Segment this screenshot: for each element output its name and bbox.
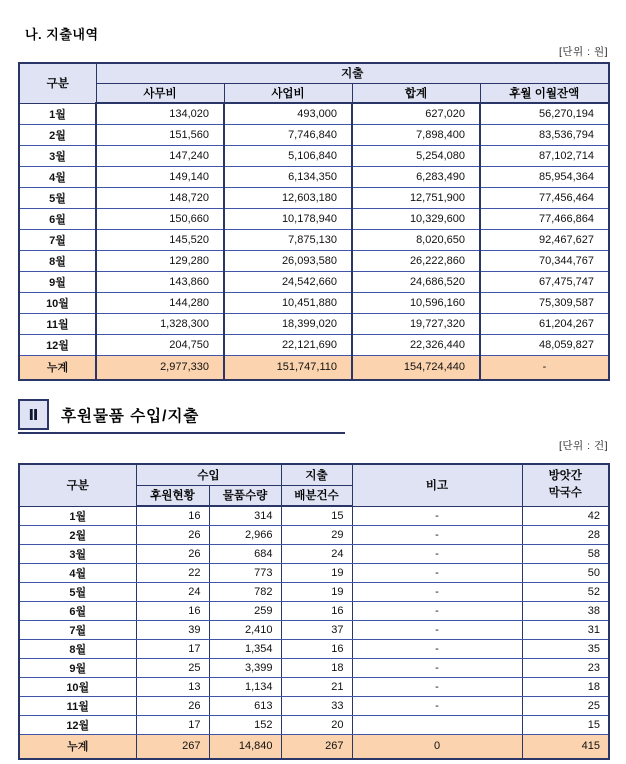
column-group-header-expense: 지출: [281, 464, 352, 485]
value-cell: 6,134,350: [224, 166, 352, 187]
donated-goods-row: [19, 620, 609, 639]
value-cell: 35: [522, 639, 609, 658]
month-cell: 9월: [19, 658, 136, 677]
expenditure-row: [19, 166, 609, 187]
value-cell: 17: [136, 715, 209, 734]
month-cell: 누계: [19, 355, 96, 380]
value-cell: 14,840: [209, 734, 281, 759]
expenditure-row: [19, 250, 609, 271]
donated-goods-row: [19, 563, 609, 582]
column-header-mill-noodle: [522, 464, 609, 506]
value-cell: -: [352, 658, 522, 677]
value-cell: 92,467,627: [480, 229, 609, 250]
month-cell: 5월: [19, 187, 96, 208]
donated-goods-row: [19, 601, 609, 620]
value-cell: 15: [522, 715, 609, 734]
value-cell: 493,000: [224, 103, 352, 124]
expenditure-row: [19, 145, 609, 166]
donated-goods-row: [19, 506, 609, 525]
value-cell: 22,326,440: [352, 334, 480, 355]
value-cell: 314: [209, 506, 281, 525]
expenditure-row: [19, 313, 609, 334]
expenditure-row: [19, 271, 609, 292]
column-group-header-income: 수입: [136, 464, 281, 485]
expenditure-row: [19, 187, 609, 208]
value-cell: 16: [136, 506, 209, 525]
value-cell: 16: [136, 601, 209, 620]
mill-label-line2: 막국수: [548, 487, 582, 500]
value-cell: 26,093,580: [224, 250, 352, 271]
value-cell: 415: [522, 734, 609, 759]
value-cell: 204,750: [96, 334, 224, 355]
month-cell: 누계: [19, 734, 136, 759]
value-cell: -: [352, 544, 522, 563]
month-cell: 12월: [19, 715, 136, 734]
total-row: [19, 734, 609, 759]
value-cell: 48,059,827: [480, 334, 609, 355]
value-cell: -: [352, 525, 522, 544]
value-cell: 267: [281, 734, 352, 759]
value-cell: 42: [522, 506, 609, 525]
section2-header: [18, 399, 345, 434]
value-cell: 77,466,864: [480, 208, 609, 229]
value-cell: 684: [209, 544, 281, 563]
expenditure-header-row-2: [19, 83, 609, 103]
value-cell: 10,178,940: [224, 208, 352, 229]
expenditure-row: [19, 334, 609, 355]
value-cell: 773: [209, 563, 281, 582]
value-cell: 154,724,440: [352, 355, 480, 380]
donated-goods-row: [19, 696, 609, 715]
value-cell: 37: [281, 620, 352, 639]
value-cell: 19,727,320: [352, 313, 480, 334]
month-cell: 11월: [19, 696, 136, 715]
expenditure-row: [19, 208, 609, 229]
value-cell: 18: [522, 677, 609, 696]
value-cell: 16: [281, 601, 352, 620]
value-cell: 22: [136, 563, 209, 582]
section1-unit-label: [단위 : 원]: [558, 46, 608, 58]
value-cell: 24: [281, 544, 352, 563]
month-cell: 6월: [19, 601, 136, 620]
column-header-category: 구분: [19, 464, 136, 506]
value-cell: 147,240: [96, 145, 224, 166]
column-header-distribution-count: 배분건수: [281, 485, 352, 506]
value-cell: 23: [522, 658, 609, 677]
value-cell: 75,309,587: [480, 292, 609, 313]
value-cell: 85,954,364: [480, 166, 609, 187]
value-cell: 28: [522, 525, 609, 544]
value-cell: 18: [281, 658, 352, 677]
expenditure-table: [18, 62, 610, 381]
column-header-carryover-balance: 후월 이월잔액: [480, 83, 609, 103]
value-cell: 7,875,130: [224, 229, 352, 250]
month-cell: 4월: [19, 563, 136, 582]
expenditure-row: [19, 124, 609, 145]
month-cell: 2월: [19, 124, 96, 145]
column-group-header-expense: 지출: [96, 63, 609, 83]
value-cell: 145,520: [96, 229, 224, 250]
total-row: [19, 355, 609, 380]
value-cell: 1,134: [209, 677, 281, 696]
value-cell: 22,121,690: [224, 334, 352, 355]
value-cell: 5,106,840: [224, 145, 352, 166]
value-cell: 1,354: [209, 639, 281, 658]
value-cell: 24,686,520: [352, 271, 480, 292]
value-cell: 24: [136, 582, 209, 601]
month-cell: 9월: [19, 271, 96, 292]
month-cell: 6월: [19, 208, 96, 229]
month-cell: 8월: [19, 639, 136, 658]
column-header-donation-status: 후원현황: [136, 485, 209, 506]
value-cell: 8,020,650: [352, 229, 480, 250]
column-header-item-quantity: 물품수량: [209, 485, 281, 506]
mill-label-line1: 방앗간: [548, 470, 582, 482]
month-cell: 1월: [19, 506, 136, 525]
value-cell: 20: [281, 715, 352, 734]
value-cell: -: [352, 696, 522, 715]
value-cell: 26: [136, 696, 209, 715]
value-cell: 26,222,860: [352, 250, 480, 271]
month-cell: 2월: [19, 525, 136, 544]
value-cell: 31: [522, 620, 609, 639]
value-cell: 50: [522, 563, 609, 582]
value-cell: 21: [281, 677, 352, 696]
expenditure-row: [19, 103, 609, 124]
value-cell: 627,020: [352, 103, 480, 124]
value-cell: 1,328,300: [96, 313, 224, 334]
donated-goods-row: [19, 639, 609, 658]
month-cell: 12월: [19, 334, 96, 355]
value-cell: 26: [136, 544, 209, 563]
month-cell: 5월: [19, 582, 136, 601]
value-cell: 259: [209, 601, 281, 620]
donated-header-row-1: [19, 464, 609, 485]
value-cell: 24,542,660: [224, 271, 352, 292]
value-cell: 18,399,020: [224, 313, 352, 334]
value-cell: -: [352, 601, 522, 620]
value-cell: 10,451,880: [224, 292, 352, 313]
section2-numeral-box: Ⅱ: [18, 399, 49, 430]
value-cell: 16: [281, 639, 352, 658]
value-cell: 33: [281, 696, 352, 715]
value-cell: 12,751,900: [352, 187, 480, 208]
value-cell: 2,977,330: [96, 355, 224, 380]
donated-goods-row: [19, 658, 609, 677]
column-header-note: 비고: [352, 464, 522, 506]
value-cell: 0: [352, 734, 522, 759]
value-cell: 148,720: [96, 187, 224, 208]
value-cell: 83,536,794: [480, 124, 609, 145]
value-cell: 12,603,180: [224, 187, 352, 208]
value-cell: 5,254,080: [352, 145, 480, 166]
value-cell: 782: [209, 582, 281, 601]
value-cell: 17: [136, 639, 209, 658]
value-cell: 26: [136, 525, 209, 544]
value-cell: -: [480, 355, 609, 380]
value-cell: 67,475,747: [480, 271, 609, 292]
value-cell: 150,660: [96, 208, 224, 229]
donated-goods-table: [18, 463, 610, 760]
expenditure-row: [19, 229, 609, 250]
value-cell: -: [352, 620, 522, 639]
value-cell: 6,283,490: [352, 166, 480, 187]
month-cell: 1월: [19, 103, 96, 124]
section1-title: 나. 지출내역: [25, 27, 99, 42]
month-cell: 10월: [19, 677, 136, 696]
value-cell: 13: [136, 677, 209, 696]
value-cell: 7,746,840: [224, 124, 352, 145]
value-cell: -: [352, 677, 522, 696]
month-cell: 11월: [19, 313, 96, 334]
value-cell: 15: [281, 506, 352, 525]
section2-unit-label: [단위 : 건]: [558, 440, 608, 452]
value-cell: -: [352, 639, 522, 658]
expenditure-row: [19, 292, 609, 313]
value-cell: 613: [209, 696, 281, 715]
donated-goods-row: [19, 582, 609, 601]
value-cell: 129,280: [96, 250, 224, 271]
value-cell: 58: [522, 544, 609, 563]
value-cell: 151,747,110: [224, 355, 352, 380]
donated-goods-row: [19, 544, 609, 563]
value-cell: 25: [522, 696, 609, 715]
value-cell: 2,966: [209, 525, 281, 544]
column-header-office-expense: 사무비: [96, 83, 224, 103]
month-cell: 3월: [19, 145, 96, 166]
value-cell: 2,410: [209, 620, 281, 639]
value-cell: 7,898,400: [352, 124, 480, 145]
value-cell: 38: [522, 601, 609, 620]
column-header-sum: 합계: [352, 83, 480, 103]
value-cell: 56,270,194: [480, 103, 609, 124]
value-cell: 143,860: [96, 271, 224, 292]
value-cell: 52: [522, 582, 609, 601]
month-cell: 7월: [19, 229, 96, 250]
value-cell: 87,102,714: [480, 145, 609, 166]
value-cell: 151,560: [96, 124, 224, 145]
month-cell: 10월: [19, 292, 96, 313]
value-cell: 152: [209, 715, 281, 734]
value-cell: 77,456,464: [480, 187, 609, 208]
value-cell: 267: [136, 734, 209, 759]
value-cell: 19: [281, 563, 352, 582]
donated-goods-row: [19, 677, 609, 696]
value-cell: 61,204,267: [480, 313, 609, 334]
section2-title: 후원물품 수입/지출: [61, 408, 200, 425]
value-cell: 29: [281, 525, 352, 544]
value-cell: 39: [136, 620, 209, 639]
month-cell: 8월: [19, 250, 96, 271]
value-cell: 10,596,160: [352, 292, 480, 313]
value-cell: 3,399: [209, 658, 281, 677]
value-cell: -: [352, 563, 522, 582]
value-cell: 19: [281, 582, 352, 601]
value-cell: 134,020: [96, 103, 224, 124]
value-cell: -: [352, 506, 522, 525]
value-cell: 144,280: [96, 292, 224, 313]
column-header-project-expense: 사업비: [224, 83, 352, 103]
value-cell: [352, 715, 522, 734]
value-cell: 10,329,600: [352, 208, 480, 229]
month-cell: 7월: [19, 620, 136, 639]
column-header-category: 구분: [19, 63, 96, 103]
expenditure-header-row-1: [19, 63, 609, 83]
value-cell: -: [352, 582, 522, 601]
donated-goods-row: [19, 525, 609, 544]
value-cell: 70,344,767: [480, 250, 609, 271]
value-cell: 149,140: [96, 166, 224, 187]
month-cell: 4월: [19, 166, 96, 187]
month-cell: 3월: [19, 544, 136, 563]
donated-goods-row: [19, 715, 609, 734]
value-cell: 25: [136, 658, 209, 677]
